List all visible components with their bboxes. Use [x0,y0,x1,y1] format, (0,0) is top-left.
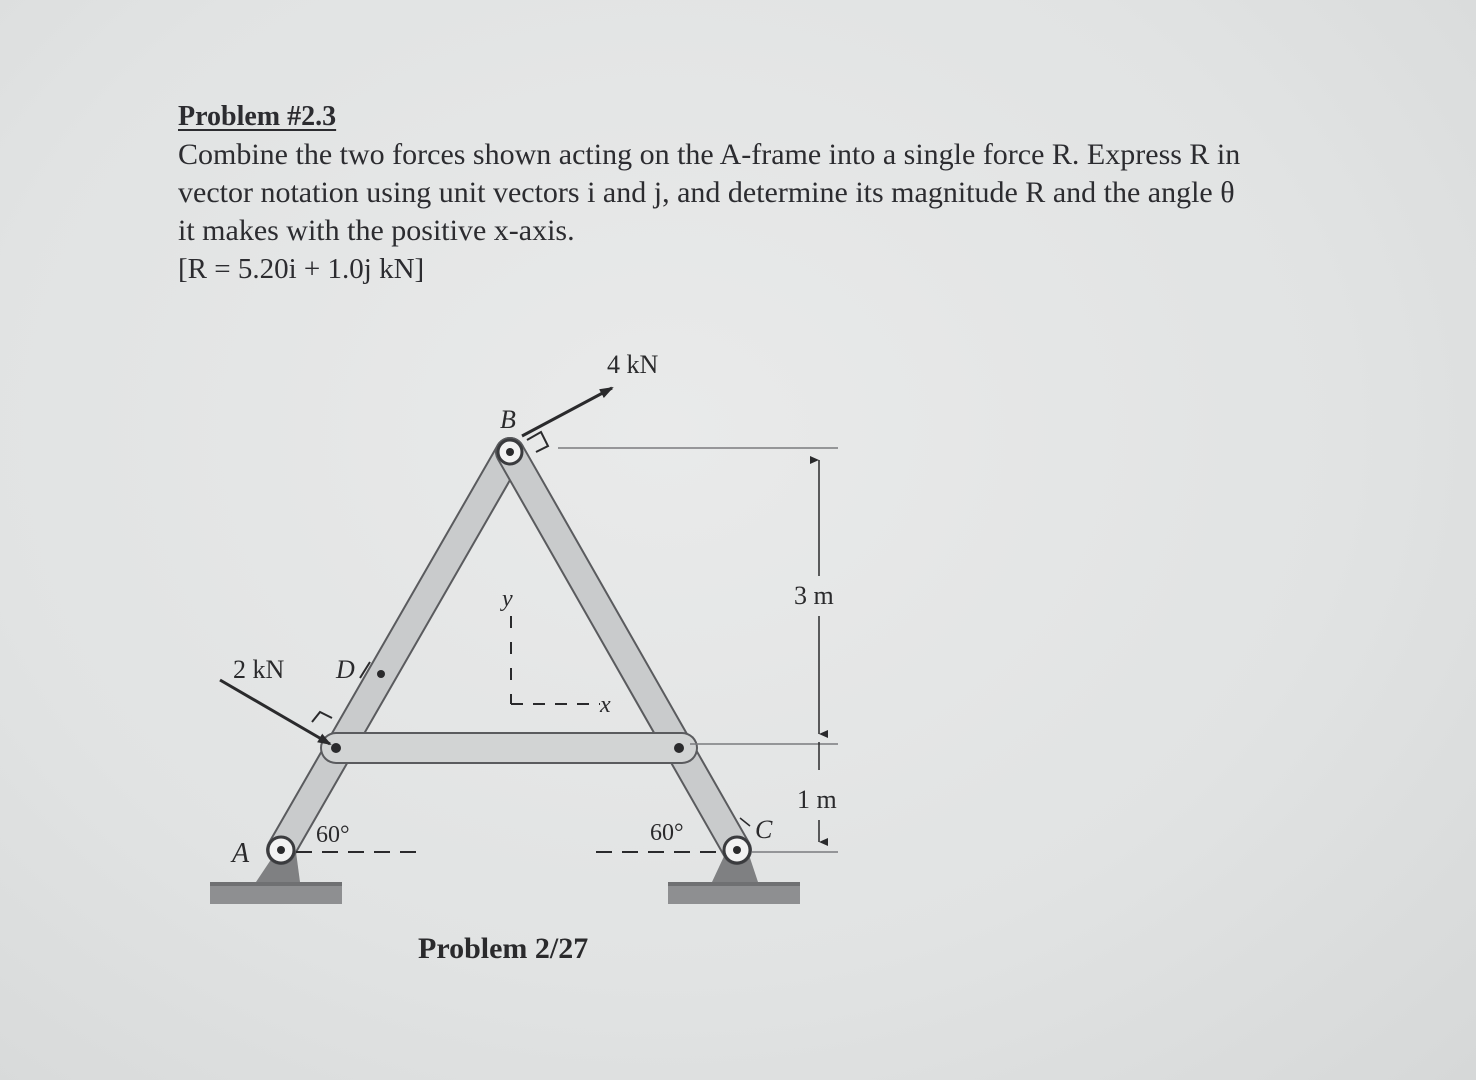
statement-line-1: Combine the two forces shown acting on the A-frame into a single force R. Express R in [178,138,1241,171]
force-2kn-arrow [220,680,330,744]
pin-c-icon [724,837,750,863]
joint-right-dot [674,743,684,753]
pin-a-icon [268,837,294,863]
figure-caption: Problem 2/27 [418,932,589,965]
ground-right [668,882,800,904]
right-angle-mark-top [527,432,548,452]
dim-3m-label: 3 m [794,581,834,610]
member-left-leg [281,452,510,850]
label-a: A [232,838,250,869]
statement-line-2: vector notation using unit vectors i and j, and determine its magnitude R and the angle θ [178,176,1235,209]
problem-heading: Problem #2.3 [178,101,337,132]
label-d: D [336,655,355,684]
dim-1m-label: 1 m [797,785,837,814]
pin-b-icon [498,440,522,464]
label-b: B [500,405,516,434]
force-4kn-arrow [522,388,612,436]
statement-line-3: it makes with the positive x-axis. [178,214,575,247]
member-right-leg [510,452,737,850]
ground-left [210,882,342,904]
right-angle-mark-left [312,712,332,722]
joint-left-dot [331,743,341,753]
label-c-leader [740,818,750,826]
label-c: C [755,815,773,844]
axis-y-label: y [502,586,513,612]
force-2kn-label: 2 kN [233,655,285,684]
angle-right-label: 60° [650,820,684,846]
answer-line: [R = 5.20i + 1.0j kN] [178,253,425,285]
axis-x-label: x [600,692,611,718]
point-d-dot [377,670,385,678]
angle-left-label: 60° [316,822,350,848]
force-4kn-label: 4 kN [607,350,659,379]
